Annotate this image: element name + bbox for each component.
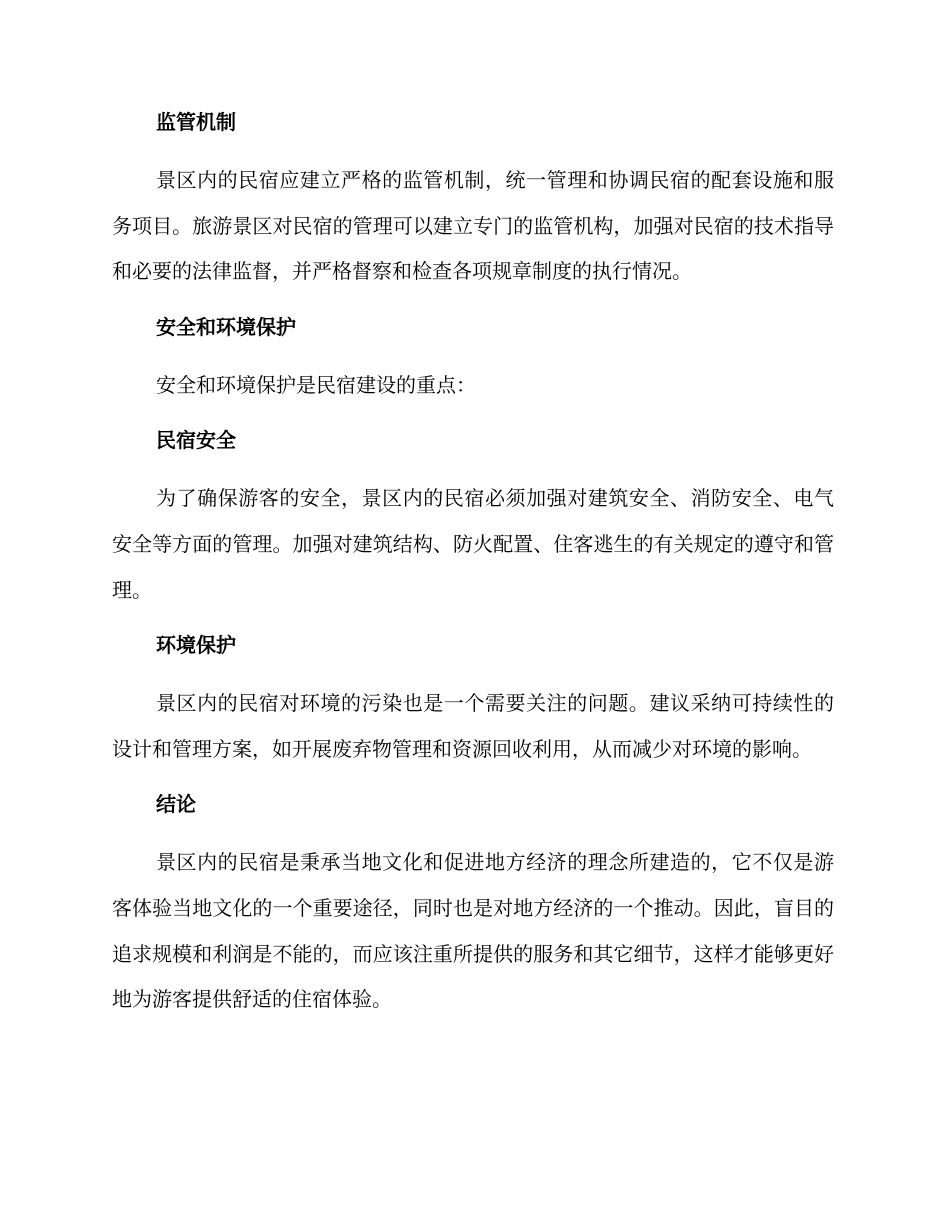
paragraph-environment-protection: 景区内的民宿对环境的污染也是一个需要关注的问题。建议采纳可持续性的设计和管理方案，如开展废弃物管理和资源回收利用，从而减少对环境的影响。 (112, 691, 834, 761)
section-heading-environment-protection: 环境保护 (156, 633, 236, 658)
paragraph-conclusion: 景区内的民宿是秉承当地文化和促进地方经济的理念所建造的，它不仅是游客体验当地文化的一个重要途径，同时也是对地方经济的一个推动。因此，盲目的追求规模和利润是不能的，而应该注重所提供的服务和其它细节，这样才能够更好地为游客提供舒适的住宿体验。 (112, 850, 834, 1012)
section-heading-safety-environment: 安全和环境保护 (156, 314, 296, 339)
section-heading-supervision: 监管机制 (156, 110, 236, 134)
paragraph-safety-environment: 安全和环境保护是民宿建设的重点： (156, 372, 476, 397)
section-heading-homestay-safety: 民宿安全 (156, 428, 236, 453)
paragraph-supervision: 景区内的民宿应建立严格的监管机制，统一管理和协调民宿的配套设施和服务项目。旅游景区对民宿的管理可以建立专门的监管机构，加强对民宿的技术指导和必要的法律监督，并严格督察和检查各项规章制度的执行情况。 (112, 168, 834, 284)
section-heading-conclusion: 结论 (156, 792, 196, 817)
document-page (112, 108, 834, 1023)
paragraph-homestay-safety: 为了确保游客的安全，景区内的民宿必须加强对建筑安全、消防安全、电气安全等方面的管理。加强对建筑结构、防火配置、住客逃生的有关规定的遵守和管理。 (112, 486, 834, 602)
